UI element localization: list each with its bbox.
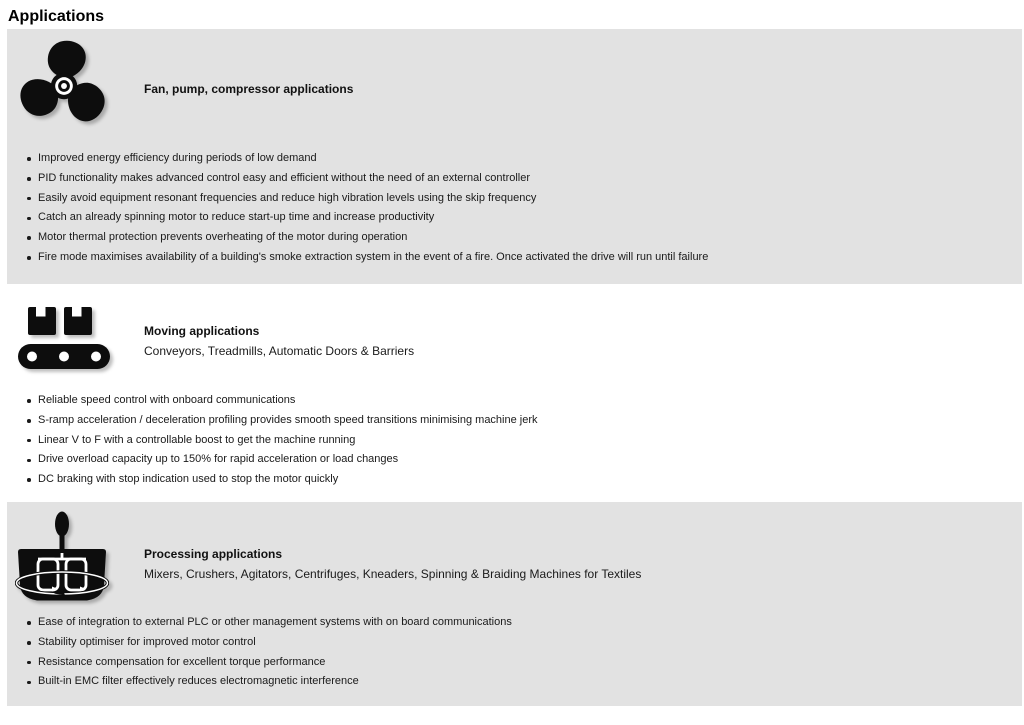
bullet-item: Fire mode maximises availability of a building's smoke extraction system in the event of a fire. Once activated the drive will run until failure xyxy=(7,248,1022,268)
section-header xyxy=(7,299,1022,374)
bullet-item: Motor thermal protection prevents overheating of the motor during operation xyxy=(7,228,1022,248)
bullet-item: Built-in EMC filter effectively reduces electromagnetic interference xyxy=(7,672,1022,692)
fan-icon xyxy=(15,37,113,135)
bullet-item: Easily avoid equipment resonant frequencies and reduce high vibration levels using the skip frequency xyxy=(7,189,1022,209)
bullet-item: DC braking with stop indication used to stop the motor quickly xyxy=(7,470,1022,490)
bullet-item: Ease of integration to external PLC or other management systems with on board communications xyxy=(7,613,1022,633)
bullet-list xyxy=(7,149,1022,268)
page-title: Applications xyxy=(8,8,105,25)
bullet-item: S-ramp acceleration / deceleration profiling provides smooth speed transitions minimising machine jerk xyxy=(7,411,1022,431)
conveyor-icon xyxy=(18,304,110,374)
section-subtitle: Mixers, Crushers, Agitators, Centrifuges, Kneaders, Spinning & Braiding Machines for Textiles xyxy=(144,566,642,581)
bullet-item: Drive overload capacity up to 150% for rapid acceleration or load changes xyxy=(7,450,1022,470)
section-fan-pump-compressor xyxy=(7,29,1022,284)
section-moving-applications xyxy=(7,299,1022,490)
bullet-list xyxy=(7,613,1022,692)
section-title-block xyxy=(144,37,353,100)
bullet-item: Stability optimiser for improved motor control xyxy=(7,633,1022,653)
section-header xyxy=(7,502,1022,606)
bullet-list xyxy=(7,391,1022,490)
fan-icon-graphic xyxy=(15,37,113,135)
bullet-item: PID functionality makes advanced control easy and efficient without the need of an external controller xyxy=(7,169,1022,189)
bullet-item: Linear V to F with a controllable boost to get the machine running xyxy=(7,431,1022,451)
section-title: Fan, pump, compressor applications xyxy=(144,82,354,96)
mixer-icon xyxy=(15,511,109,606)
section-title: Moving applications xyxy=(144,324,260,338)
bullet-item: Improved energy efficiency during periods of low demand xyxy=(7,149,1022,169)
conveyor-icon-graphic xyxy=(18,304,110,374)
bullet-item: Resistance compensation for excellent torque performance xyxy=(7,653,1022,673)
bullet-item: Catch an already spinning motor to reduce start-up time and increase productivity xyxy=(7,208,1022,228)
section-processing-applications xyxy=(7,502,1022,706)
mixer-icon-graphic xyxy=(15,511,109,606)
section-header xyxy=(7,29,1022,135)
section-subtitle: Conveyors, Treadmills, Automatic Doors & Barriers xyxy=(144,343,415,358)
section-title-block xyxy=(144,304,414,361)
section-title-block xyxy=(144,511,641,584)
section-title: Processing applications xyxy=(144,547,283,561)
bullet-item: Reliable speed control with onboard communications xyxy=(7,391,1022,411)
